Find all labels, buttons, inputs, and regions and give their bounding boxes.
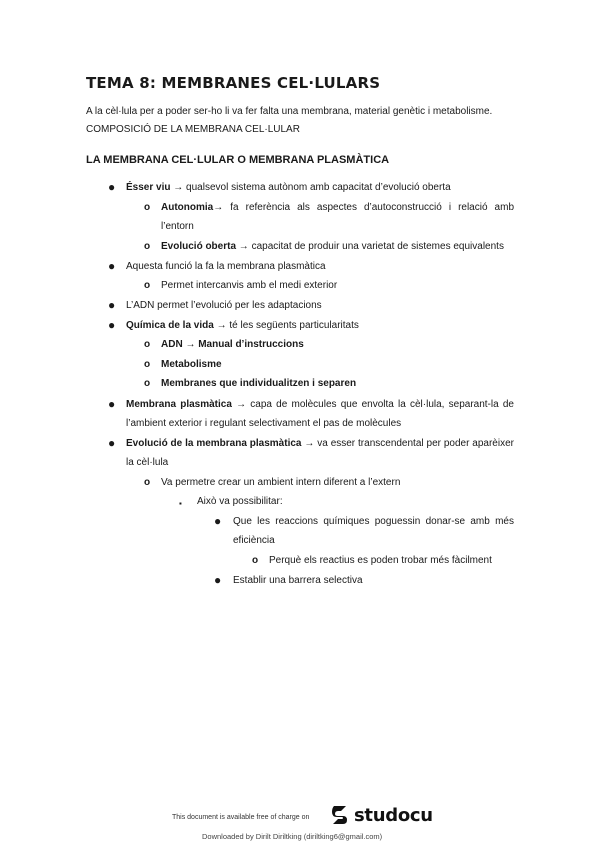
bullet-dot-icon: ● [214,573,222,587]
bullet-square-icon: ▪ [179,499,182,508]
list-item: Va permetre crear un ambient intern diferent a l’extern [161,477,401,488]
studocu-logo-text: studocu [354,804,433,826]
list-item: Perquè els reactius es poden trobar més fàcilment [269,555,492,566]
term-evolucio-oberta: Evolució oberta [161,241,237,252]
list-item: Que les reaccions químiques poguessin donar-se amb més [233,516,514,527]
item-text: → fa referència als aspectes d’autoconstrucció i relació amb [213,202,514,213]
list-item-continuation: eficiència [233,535,275,546]
bullet-circle-icon: o [144,378,151,389]
bullet-circle-icon: o [144,477,151,488]
list-item [161,240,504,254]
bullet-dot-icon: ● [214,514,222,528]
list-item: L’ADN permet l’evolució per les adaptacions [126,300,322,311]
bullet-dot-icon: ● [108,180,116,194]
list-item [126,398,514,412]
term-autonomia: Autonomia [161,202,214,213]
bullet-dot-icon: ● [108,298,116,312]
downloaded-by-text: Downloaded by Dirilt Diriltking (diriltking6@gmail.com) [202,832,383,841]
page-title: TEMA 8: MEMBRANES CEL·LULARS [86,74,381,92]
studocu-logo[interactable] [330,804,433,826]
term-membrana-plasmatica: Membrana plasmàtica [126,399,232,410]
list-item: ADN → Manual d’instruccions [161,339,304,350]
bullet-dot-icon: ● [108,397,116,411]
list-item: Establir una barrera selectiva [233,575,363,586]
bullet-circle-icon: o [144,202,151,213]
list-item: Metabolisme [161,359,222,370]
item-text: → té les següents particularitats [213,320,359,331]
bullet-circle-icon: o [144,280,151,291]
item-text: → qualsevol sistema autònom amb capacitat d’evolució oberta [170,182,451,193]
item-text: → capacitat de produir una varietat de sistemes equivalents [236,241,504,252]
item-text: → capa de molècules que envolta la cèl·lula, separant-la de [231,399,514,410]
bullet-dot-icon: ● [108,259,116,273]
bullet-circle-icon: o [144,339,151,350]
bullet-dot-icon: ● [108,436,116,450]
list-item: Membranes que individualitzen i separen [161,378,357,389]
bullet-circle-icon: o [144,241,151,252]
section-heading: LA MEMBRANA CEL·LULAR O MEMBRANA PLASMÀTICA [86,154,390,166]
term-esser-viu: Ésser viu [126,182,171,193]
item-text: → va esser transcendental per poder aparèixer [301,438,514,449]
term-quimica: Química de la vida [126,320,214,331]
intro-paragraph: A la cèl·lula per a poder ser-ho li va fer falta una membrana, material genètic i metabolisme. [86,106,493,117]
list-item [126,319,359,333]
list-item: Això va possibilitar: [197,496,283,507]
list-item-continuation: l’ambient exterior i regulant selectivament el pas de molècules [126,418,402,429]
footer-available-text: This document is available free of charge on [172,814,310,821]
list-item-continuation: l’entorn [161,221,194,232]
bullet-dot-icon: ● [108,318,116,332]
list-item-continuation: la cèl·lula [126,457,169,468]
term-evolucio-membrana: Evolució de la membrana plasmàtica [126,438,302,449]
list-item [126,181,451,195]
list-item: Permet intercanvis amb el medi exterior [161,280,338,291]
bullet-circle-icon: o [144,359,151,370]
list-item: Aquesta funció la fa la membrana plasmàtica [126,261,326,272]
bullet-circle-icon: o [252,555,259,566]
list-item [161,201,514,215]
subtitle: COMPOSICIÓ DE LA MEMBRANA CEL·LULAR [86,124,300,135]
studocu-logo-icon [330,804,350,826]
list-item [126,437,514,451]
